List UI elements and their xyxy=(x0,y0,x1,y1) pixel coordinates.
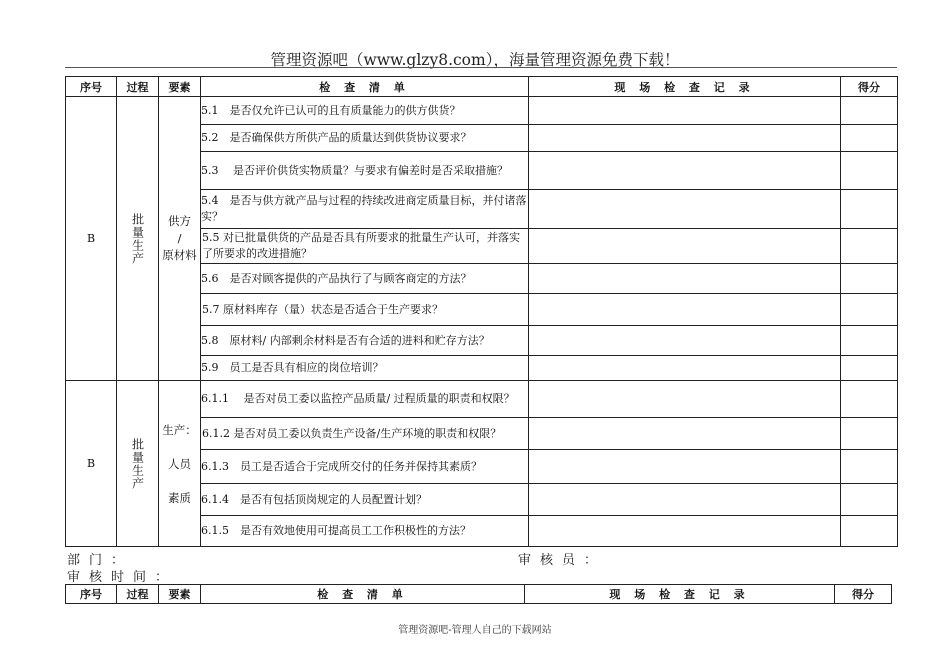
checklist-item: 5.6 是否对顾客提供的产品执行了与顾客商定的方法？ xyxy=(201,264,529,294)
checklist-item: 5.7 原材料库存（量）状态是否适合于生产要求？ xyxy=(201,294,529,326)
seq-cell: B xyxy=(66,381,117,547)
col-header-process: 过程 xyxy=(117,77,159,97)
process-cell xyxy=(117,381,159,547)
col-header-element: 要素 xyxy=(159,77,201,97)
score-cell[interactable] xyxy=(841,229,898,264)
score-cell[interactable] xyxy=(841,418,898,450)
score-cell[interactable] xyxy=(841,125,898,152)
audit-checklist-table xyxy=(65,76,898,547)
record-cell[interactable] xyxy=(529,97,841,125)
score-cell[interactable] xyxy=(841,152,898,190)
audit-checklist-table-continued xyxy=(65,584,892,604)
col-header-checklist: 检 查 清 单 xyxy=(201,77,529,97)
checklist-item: 5.8 原材料/ 内部剩余材料是否有合适的进料和贮存方法？ xyxy=(201,326,529,356)
process-label: 批量生产 xyxy=(130,437,145,490)
score-cell[interactable] xyxy=(841,516,898,547)
score-cell[interactable] xyxy=(841,450,898,484)
department-label: 部门： xyxy=(67,553,134,568)
col-header-record: 现 场 检 查 记 录 xyxy=(529,77,841,97)
element-line: 生产： xyxy=(162,422,197,437)
score-cell[interactable] xyxy=(841,381,898,418)
record-cell[interactable] xyxy=(529,516,841,547)
record-cell[interactable] xyxy=(529,229,841,264)
checklist-item: 5.4 是否与供方就产品与过程的持续改进商定质量目标，并付诸落实？ xyxy=(201,190,529,229)
checklist-item: 6.1.3 员工是否适合于完成所交付的任务并保持其素质？ xyxy=(201,450,529,484)
page-header: 管理资源吧（www.glzy8.com），海量管理资源免费下载！ xyxy=(270,51,680,69)
checklist-item: 5.2 是否确保供方所供产品的质量达到供货协议要求？ xyxy=(201,125,529,152)
record-cell[interactable] xyxy=(529,264,841,294)
record-cell[interactable] xyxy=(529,418,841,450)
checklist-item: 5.3 是否评价供货实物质量？与要求有偏差时是否采取措施？ xyxy=(201,152,529,190)
element-cell xyxy=(159,97,201,381)
record-cell[interactable] xyxy=(529,125,841,152)
page-footer: 管理资源吧-管理人自己的下载网站 xyxy=(398,625,552,636)
record-cell[interactable] xyxy=(529,450,841,484)
element-line: 供方 xyxy=(168,214,191,228)
checklist-item: 6.1.1 是否对员工委以监控产品质量/ 过程质量的职责和权限？ xyxy=(201,381,529,418)
record-cell[interactable] xyxy=(529,294,841,326)
table-header-row xyxy=(66,77,898,97)
element-line: / xyxy=(177,231,182,245)
table-header-row xyxy=(66,585,892,604)
checklist-item: 6.1.4 是否有包括顶岗规定的人员配置计划？ xyxy=(201,484,529,516)
score-cell[interactable] xyxy=(841,264,898,294)
header-divider xyxy=(65,67,897,68)
col-header-score: 得分 xyxy=(841,77,898,97)
element-line: 人员 xyxy=(168,456,191,471)
col-header-seq: 序号 xyxy=(66,77,117,97)
auditor-label: 审核员： xyxy=(518,553,607,568)
record-cell[interactable] xyxy=(529,152,841,190)
audit-time-label: 审核时间： xyxy=(67,570,178,585)
element-cell xyxy=(159,381,201,547)
col-header-element: 要素 xyxy=(159,585,201,604)
record-cell[interactable] xyxy=(529,326,841,356)
table-row xyxy=(66,381,898,418)
checklist-item: 5.9 员工是否具有相应的岗位培训？ xyxy=(201,356,529,381)
process-label: 批量生产 xyxy=(130,212,145,265)
col-header-score: 得分 xyxy=(835,585,892,604)
record-cell[interactable] xyxy=(529,381,841,418)
score-cell[interactable] xyxy=(841,326,898,356)
record-cell[interactable] xyxy=(529,356,841,381)
col-header-seq: 序号 xyxy=(66,585,117,604)
table-row xyxy=(66,97,898,125)
record-cell[interactable] xyxy=(529,484,841,516)
col-header-process: 过程 xyxy=(117,585,159,604)
col-header-checklist: 检 查 清 单 xyxy=(201,585,525,604)
seq-cell: B xyxy=(66,97,117,381)
checklist-item: 6.1.2 是否对员工委以负责生产设备/生产环境的职责和权限？ xyxy=(201,418,529,450)
process-cell xyxy=(117,97,159,381)
score-cell[interactable] xyxy=(841,356,898,381)
checklist-item: 6.1.5 是否有效地使用可提高员工工作积极性的方法？ xyxy=(201,516,529,547)
element-line: 素质 xyxy=(168,490,191,505)
col-header-record: 现 场 检 查 记 录 xyxy=(525,585,835,604)
score-cell[interactable] xyxy=(841,484,898,516)
score-cell[interactable] xyxy=(841,97,898,125)
checklist-item: 5.1 是否仅允许已认可的且有质量能力的供方供货？ xyxy=(201,97,529,125)
checklist-item: 5.5 对已批量供货的产品是否具有所要求的批量生产认可，并落实了所要求的改进措施？ xyxy=(201,229,529,264)
record-cell[interactable] xyxy=(529,190,841,229)
score-cell[interactable] xyxy=(841,190,898,229)
element-line: 原材料 xyxy=(162,248,197,262)
score-cell[interactable] xyxy=(841,294,898,326)
